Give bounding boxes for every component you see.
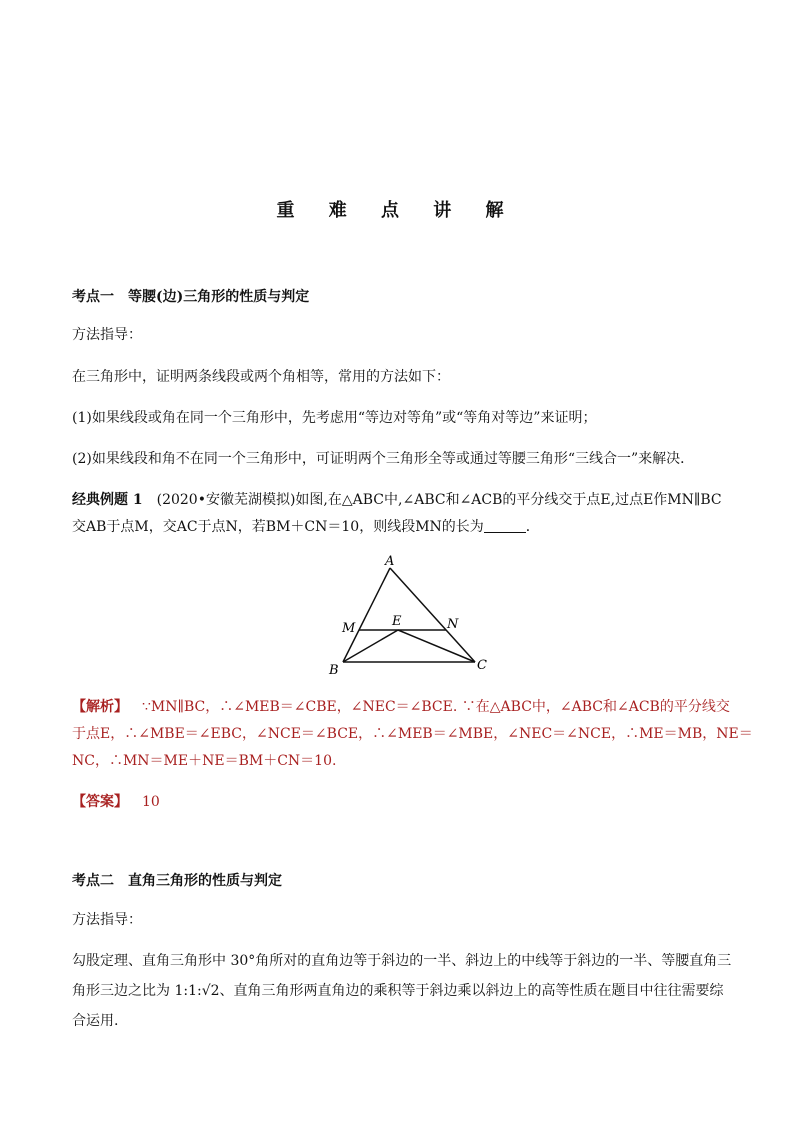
answer-blank <box>484 518 526 533</box>
section2-heading-label: 考点二 <box>72 873 114 889</box>
section1-intro: 在三角形中，证明两条线段或两个角相等，常用的方法如下： <box>72 369 450 385</box>
section2-line2 <box>72 981 732 1001</box>
example-line1 <box>72 490 732 510</box>
example-text2-end: ． <box>525 519 540 535</box>
label-b: B <box>329 663 339 678</box>
answer-value: 10 <box>142 794 160 810</box>
answer-line <box>72 792 732 812</box>
example-label: 经典例题 1 <box>72 492 143 508</box>
example-text1: (2020•安徽芜湖模拟)如图,在△ABC中,∠ABC和∠ACB的平分线交于点E,过点E作MN∥BC <box>156 492 722 508</box>
label-m: M <box>342 621 356 636</box>
section1-heading <box>72 287 732 307</box>
solution-line1 <box>72 697 732 717</box>
segment-ac <box>390 568 475 662</box>
solution-text1: ∵MN∥BC，∴∠MEB＝∠CBE，∠NEC＝∠BCE. ∵在△ABC中，∠ABC和∠ACB的平分线交 <box>142 699 730 715</box>
label-e: E <box>392 614 402 629</box>
section1-item2: (2)如果线段和角不在同一个三角形中，可证明两个三角形全等或通过等腰三角形“三线合一”来解决． <box>72 451 695 467</box>
sqrt-two: √2 <box>201 983 220 999</box>
section1-heading-label: 考点一 <box>72 289 114 305</box>
label-n: N <box>447 617 459 632</box>
section2-line2-post: 、直角三角形两直角边的乘积等于斜边乘以斜边上的高等性质在题目中往往需要综 <box>219 983 724 999</box>
section2-heading <box>72 871 732 891</box>
section2-heading-title: 直角三角形的性质与判定 <box>128 873 282 889</box>
solution-label: 【解析】 <box>72 699 128 715</box>
label-c: C <box>477 658 487 673</box>
label-a: A <box>385 554 395 569</box>
answer-label: 【答案】 <box>72 794 128 810</box>
section1-heading-title: 等腰(边)三角形的性质与判定 <box>128 289 310 305</box>
section2-line3: 合运用. <box>72 1013 119 1029</box>
segment-ce <box>398 630 475 662</box>
section2-method-label: 方法指导： <box>72 912 142 928</box>
example-line2 <box>72 517 732 537</box>
solution-line2: 于点E，∴∠MBE＝∠EBC，∠NCE＝∠BCE，∴∠MEB＝∠MBE，∠NEC＝∠NCE，∴ME＝MB，NE＝ <box>72 726 753 742</box>
page-title: 重 难 点 讲 解 <box>276 200 518 221</box>
section1-item1: (1)如果线段或角在同一个三角形中，先考虑用“等边对等角”或“等角对等边”来证明； <box>72 410 597 426</box>
solution-line3: NC，∴MN＝ME＋NE＝BM＋CN＝10. <box>72 753 337 769</box>
example-text2: 交AB于点M，交AC于点N，若BM＋CN＝10，则线段MN的长为 <box>72 519 484 535</box>
section1-method-label: 方法指导： <box>72 327 142 343</box>
section2-line1: 勾股定理、直角三角形中 30°角所对的直角边等于斜边的一半、斜边上的中线等于斜边的一半、等腰直角三 <box>72 953 732 969</box>
triangle-figure <box>328 550 498 678</box>
section2-line2-pre: 角形三边之比为 1:1: <box>72 983 202 999</box>
